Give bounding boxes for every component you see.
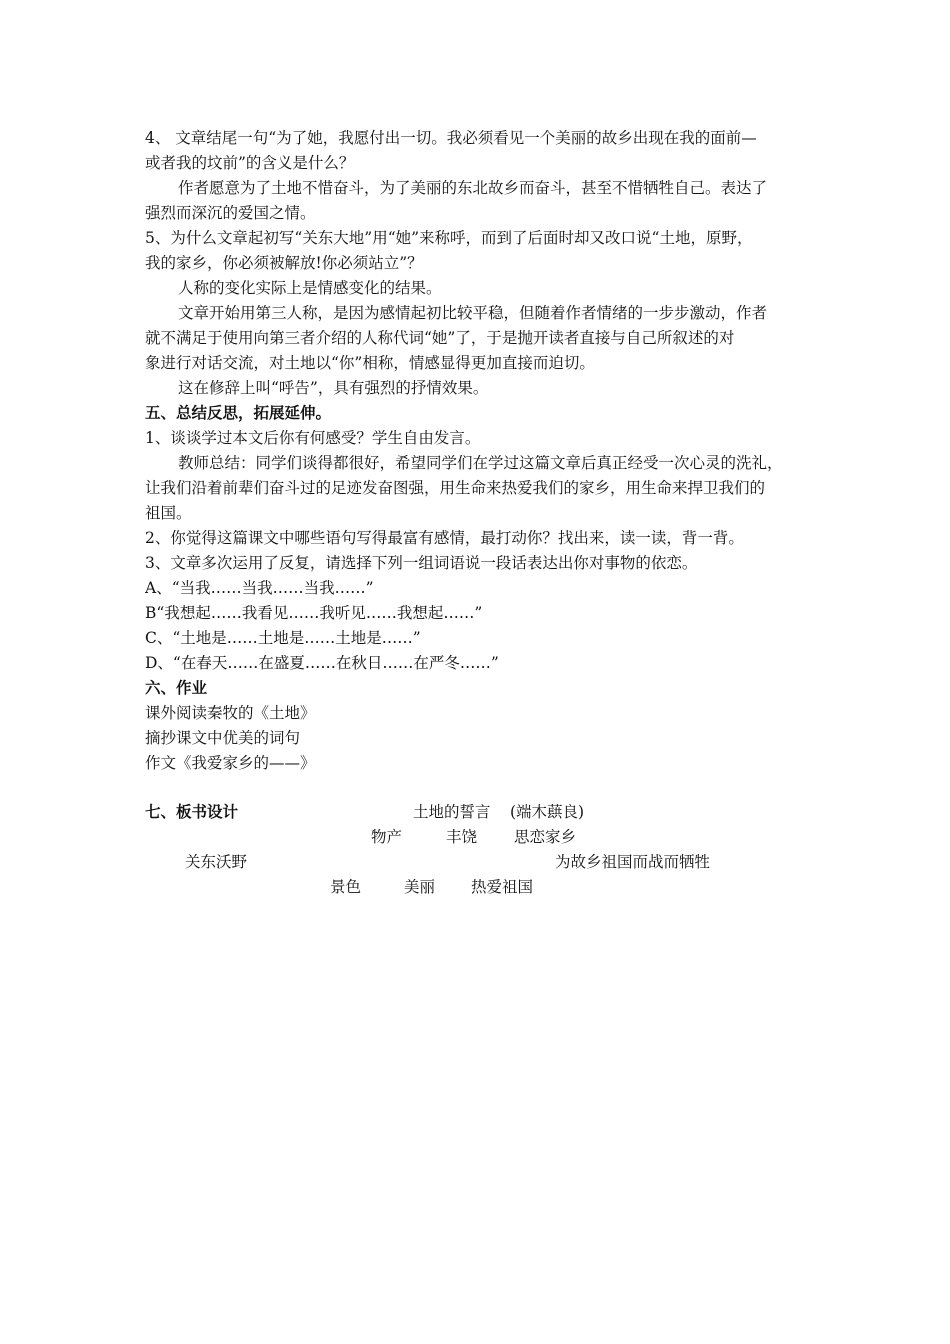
homework-item1: 课外阅读秦牧的《土地》 <box>145 704 316 722</box>
section6-heading: 六、作业 <box>145 679 208 697</box>
option-c: C、“土地是……土地是……土地是……” <box>145 629 421 647</box>
board-title: 土地的誓言 <box>413 803 491 821</box>
q5-question-line2: 我的家乡，你必须被解放!你必须站立”？ <box>145 254 423 272</box>
board-row2-word1: 景色 <box>330 878 362 896</box>
q5-answer-line3: 就不满足于使用向第三者介绍的人称代词“她”了，于是抛开读者直接与自己所叙述的对 <box>145 329 735 347</box>
homework-item3: 作文《我爱家乡的——》 <box>145 754 316 772</box>
section7-heading: 七、板书设计 <box>145 803 239 821</box>
q5-answer-line2: 文章开始用第三人称，是因为感情起初比较平稳，但随着作者情绪的一步步激动，作者 <box>178 304 768 322</box>
option-d: D、“在春天……在盛夏……在秋日……在严冬……” <box>145 654 499 672</box>
option-a: A、“当我……当我……当我……” <box>145 579 374 597</box>
teacher-summary-line1: 教师总结：同学们谈得都很好，希望同学们在学过这篇文章后真正经受一次心灵的洗礼， <box>178 454 783 472</box>
board-author: (端木蕻良) <box>510 803 585 821</box>
section5-item2: 2、你觉得这篇课文中哪些语句写得最富有感情，最打动你？找出来，读一读，背一背。 <box>145 529 744 547</box>
board-right-label: 为故乡祖国而战而牺牲 <box>555 853 711 871</box>
board-row1-word2: 丰饶 <box>446 828 478 846</box>
teacher-summary-line3: 祖国。 <box>145 504 192 522</box>
section5-item1: 1、谈谈学过本文后你有何感受？学生自由发言。 <box>145 429 481 447</box>
board-left-label: 关东沃野 <box>185 853 248 871</box>
q4-answer-line1: 作者愿意为了土地不惜奋斗，为了美丽的东北故乡而奋斗，甚至不惜牺牲自己。表达了 <box>178 179 768 197</box>
q5-question-line1: 5、为什么文章起初写“关东大地”用“她”来称呼，而到了后面时却又改口说“土地，原野， <box>145 229 753 247</box>
q5-answer-line5: 这在修辞上叫“呼告”，具有强烈的抒情效果。 <box>178 379 489 397</box>
board-row2-word2: 美丽 <box>404 878 436 896</box>
board-row2-word3: 热爱祖国 <box>471 878 534 896</box>
board-row1-word3: 思恋家乡 <box>514 828 577 846</box>
q4-question-line1: 4、 文章结尾一句“为了她，我愿付出一切。我必须看见一个美丽的故乡出现在我的面前— <box>145 129 757 147</box>
q5-answer-line4: 象进行对话交流，对土地以“你”相称，情感显得更加直接而迫切。 <box>145 354 595 372</box>
q5-answer-line1: 人称的变化实际上是情感变化的结果。 <box>178 279 442 297</box>
section5-item3: 3、文章多次运用了反复，请选择下列一组词语说一段话表达出你对事物的依恋。 <box>145 554 698 572</box>
section5-heading: 五、总结反思，拓展延伸。 <box>145 404 332 422</box>
q4-question-line2: 或者我的坟前”的含义是什么？ <box>145 154 355 172</box>
teacher-summary-line2: 让我们沿着前辈们奋斗过的足迹发奋图强，用生命来热爱我们的家乡，用生命来捍卫我们的 <box>145 479 766 497</box>
option-b: B“我想起……我看见……我听见……我想起……” <box>145 604 483 622</box>
board-row1-word1: 物产 <box>371 828 403 846</box>
homework-item2: 摘抄课文中优美的词句 <box>145 729 301 747</box>
q4-answer-line2: 强烈而深沉的爱国之情。 <box>145 204 316 222</box>
